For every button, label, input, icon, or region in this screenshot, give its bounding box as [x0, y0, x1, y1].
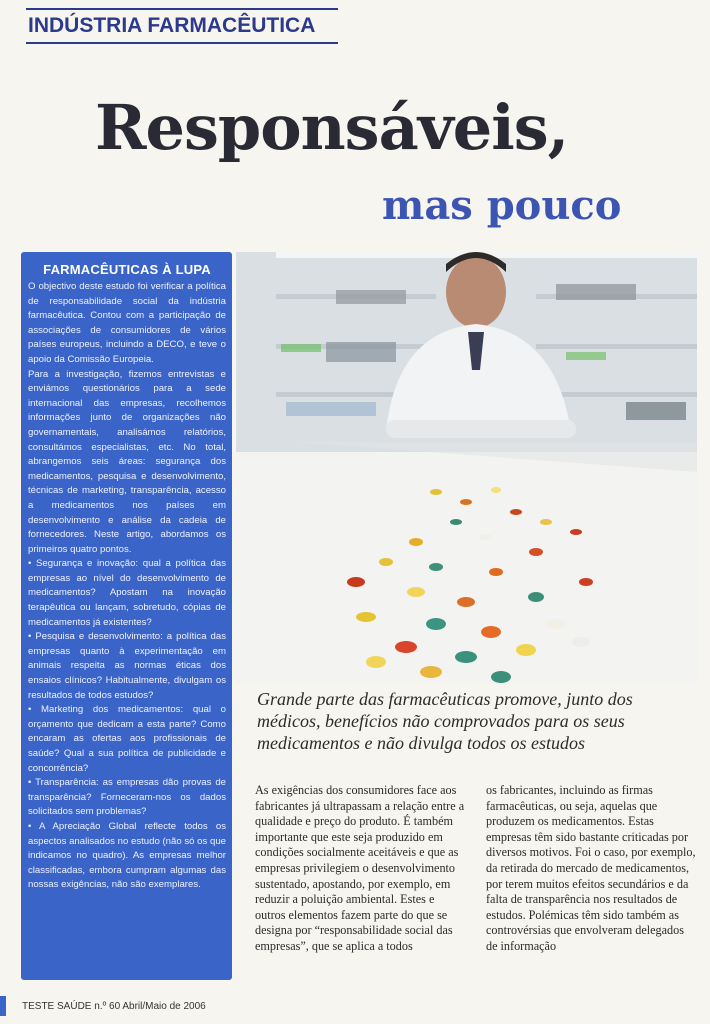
sidebar-bullet: • Pesquisa e desenvolvimento: a política das empresas quanto à experimentação em animais respeita as normas éticas dos ensaios clínicos? Habitualmente, divulgam os resultados de todos estudos? — [28, 631, 226, 701]
sidebar-paragraph: Para a investigação, fizemos entrevistas e enviámos questionários para a sede internacional das empresas, recolhemos informações junto de organizações não governamentais, analisámos relatórios, consultámos especialistas, etc. No total, abrangemos seis áreas: segurança dos medicamentos, pesquisa e desenvolvimento, técnicas de marketing, transparência, acesso a medicamentos nos países em desenvolvimento e análise da cadeia de fornecedores. Neste artigo, abordamos os primeiros quatro pontos. — [28, 368, 226, 555]
body-column-1 — [255, 783, 467, 955]
pharmacist-photo — [236, 252, 697, 684]
body-text: os fabricantes, incluindo as firmas farmacêuticas, ou seja, aquelas que produzem os medicamentos. Estas empresas têm sido bastante criticadas por diversos motivos. Foi o caso, por exemplo, da retirada do mercado de medicamentos, por terem muitos efeitos secundários e da falta de transparência nos resultados de estudos. Polémicas têm sido também as controvérsias que envolveram delegados de informação — [486, 783, 696, 953]
sidebar-bullet: • Transparência: as empresas dão provas de transparência? Forneceram-nos os dados solicitados sem problemas? — [28, 777, 226, 818]
sidebar-box — [21, 252, 232, 980]
sidebar-paragraph: O objectivo deste estudo foi verificar a política de responsabilidade social da indústria farmacêutica. Contou com a participação de associações de consumidores de vários países europeus, incluindo a DECO, e teve o apoio da Comissão Europeia. — [28, 281, 226, 365]
sidebar-bullet: • Segurança e inovação: qual a política das empresas ao nível do desenvolvimento de medicamentos? Apostam na inovação terapêutica ou lançam, sobretudo, cópias de medicamentos já existentes? — [28, 558, 226, 628]
subheadline: mas pouco — [382, 182, 622, 229]
sidebar-bullet: • Marketing dos medicamentos: qual o orçamento que dedicam a esta parte? Como encaram as ofertas aos profissionais de saúde? Qual a sua política de publicidade e concorrência? — [28, 704, 226, 774]
page-number-marker — [0, 996, 6, 1016]
footer: TESTE SAÚDE n.º 60 Abril/Maio de 2006 — [22, 1001, 206, 1012]
headline: Responsáveis, — [95, 91, 569, 164]
photo-caption: Grande parte das farmacêuticas promove, junto dos médicos, benefícios não comprovados para os seus medicamentos e não divulga todos os estudos — [257, 689, 633, 753]
body-text: As exigências dos consumidores face aos fabricantes já ultrapassam a relação entre a qualidade e preço do produto. É também importante que este seja produzido em condições socialmente aceitáveis e que as empresas privilegiem o desenvolvimento sustentado, apostando, por exemplo, em reduzir a poluição ambiental. Estes e outros elementos fazem parte do que se designa por “responsabilidade social das empresas”, que se aplica a todos — [255, 783, 465, 953]
body-column-2 — [486, 783, 698, 955]
sidebar-bullet: • A Apreciação Global reflecte todos os aspectos analisados no estudo (não só os que indicamos no quadro). As empresas melhor classificadas, embora cumpram algumas das nossas exigências, não são exemplares. — [28, 820, 226, 891]
sidebar-title: FARMACÊUTICAS À LUPA — [43, 262, 211, 277]
section-tag: INDÚSTRIA FARMACÊUTICA — [26, 8, 338, 44]
pharmacist-pills-illustration — [236, 252, 697, 684]
